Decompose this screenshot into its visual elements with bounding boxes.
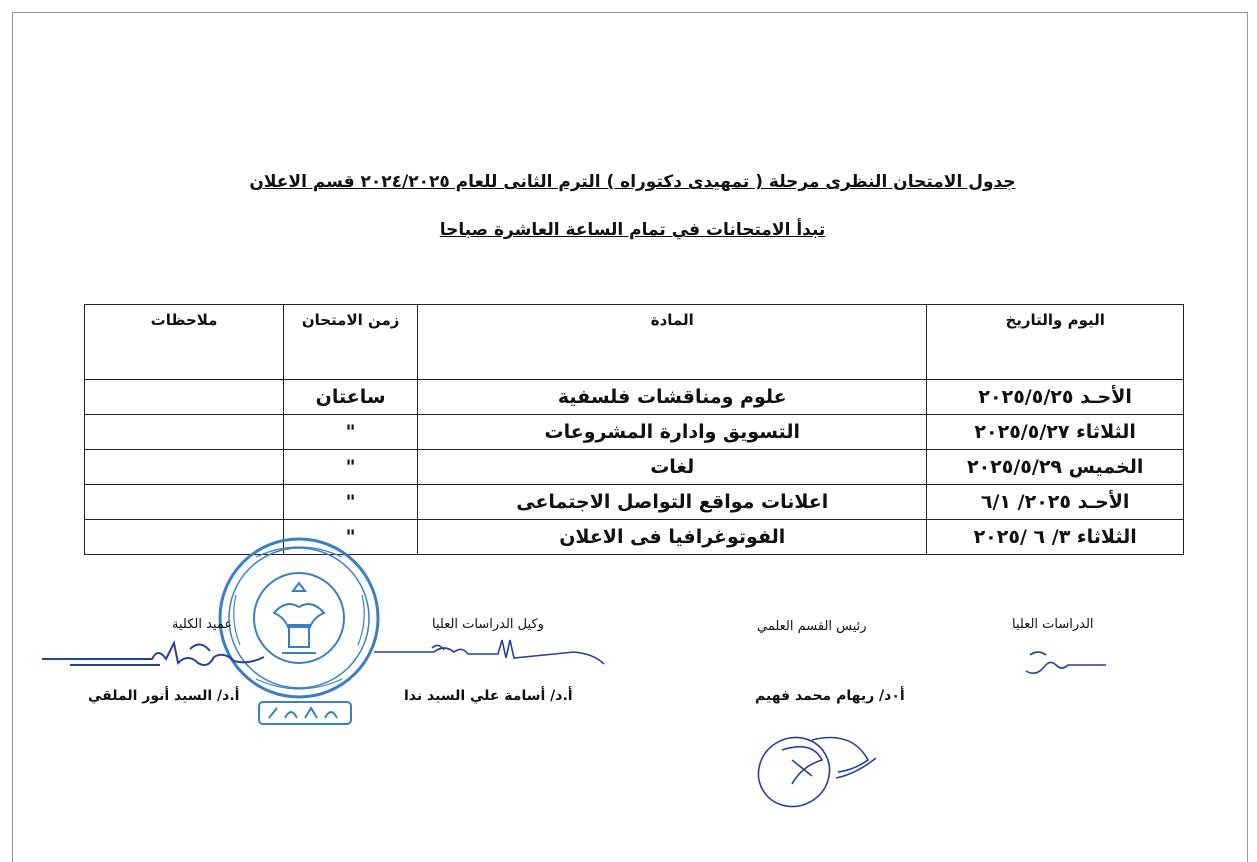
row-notes	[85, 485, 284, 520]
row-subject: اعلانات مواقع التواصل الاجتماعى	[418, 485, 927, 520]
table-header-row	[85, 305, 1184, 380]
document-subtitle: تبدأ الامتحانات في تمام الساعة العاشرة صباحا	[439, 220, 826, 240]
table-row	[85, 450, 1184, 485]
grad-studies-title: الدراسات العليا	[1012, 617, 1094, 632]
header-subject: المادة	[418, 305, 927, 380]
dean-name: أ.د/ السيد أنور الملقي	[88, 688, 240, 704]
row-subject: علوم ومناقشات فلسفية	[418, 380, 927, 415]
stamp-number-plate	[257, 700, 353, 726]
dept-head-title: رئيس القسم العلمي	[757, 619, 867, 634]
dean-title: عميد الكلية	[172, 617, 233, 632]
table-row	[85, 415, 1184, 450]
row-duration: "	[284, 520, 418, 555]
vice-dean-title: وكيل الدراسات العليا	[432, 617, 544, 632]
row-notes	[85, 380, 284, 415]
vice-dean-name: أ.د/ أسامة علي السيد ندا	[404, 688, 573, 704]
table-row	[85, 485, 1184, 520]
row-notes	[85, 450, 284, 485]
grad-studies-signature	[1020, 645, 1110, 685]
vice-dean-signature	[372, 632, 608, 672]
row-notes	[85, 415, 284, 450]
exam-schedule-table	[84, 304, 1184, 555]
row-subject: التسويق وادارة المشروعات	[418, 415, 927, 450]
row-duration: "	[284, 485, 418, 520]
row-date: الخميس ٢٠٢٥/٥/٢٩	[927, 450, 1184, 485]
dept-head-signature	[752, 720, 882, 812]
dean-signature	[40, 635, 310, 675]
row-duration: "	[284, 415, 418, 450]
document-title: جدول الامتحان النظرى مرحلة ( تمهيدى دكتوراه ) الترم الثانى للعام ٢٠٢٤/٢٠٢٥ قسم الاعلان	[249, 172, 1016, 192]
row-subject: لغات	[418, 450, 927, 485]
row-duration: "	[284, 450, 418, 485]
row-date: الثلاثاء ٢٠٢٥/٥/٢٧	[927, 415, 1184, 450]
header-date: اليوم والتاريخ	[927, 305, 1184, 380]
dept-head-name: أ٠د/ ريهام محمد فهيم	[755, 688, 905, 704]
official-seal-stamp	[216, 535, 382, 701]
header-notes: ملاحظات	[85, 305, 284, 380]
row-date: الأحـد ٢٠٢٥/ ٦/١	[927, 485, 1184, 520]
row-duration: ساعتان	[284, 380, 418, 415]
header-duration: زمن الامتحان	[284, 305, 418, 380]
row-subject: الفوتوغرافيا فى الاعلان	[418, 520, 927, 555]
table-row	[85, 380, 1184, 415]
row-date: الثلاثاء ٣/ ٦ /٢٠٢٥	[927, 520, 1184, 555]
row-date: الأحـد ٢٠٢٥/٥/٢٥	[927, 380, 1184, 415]
